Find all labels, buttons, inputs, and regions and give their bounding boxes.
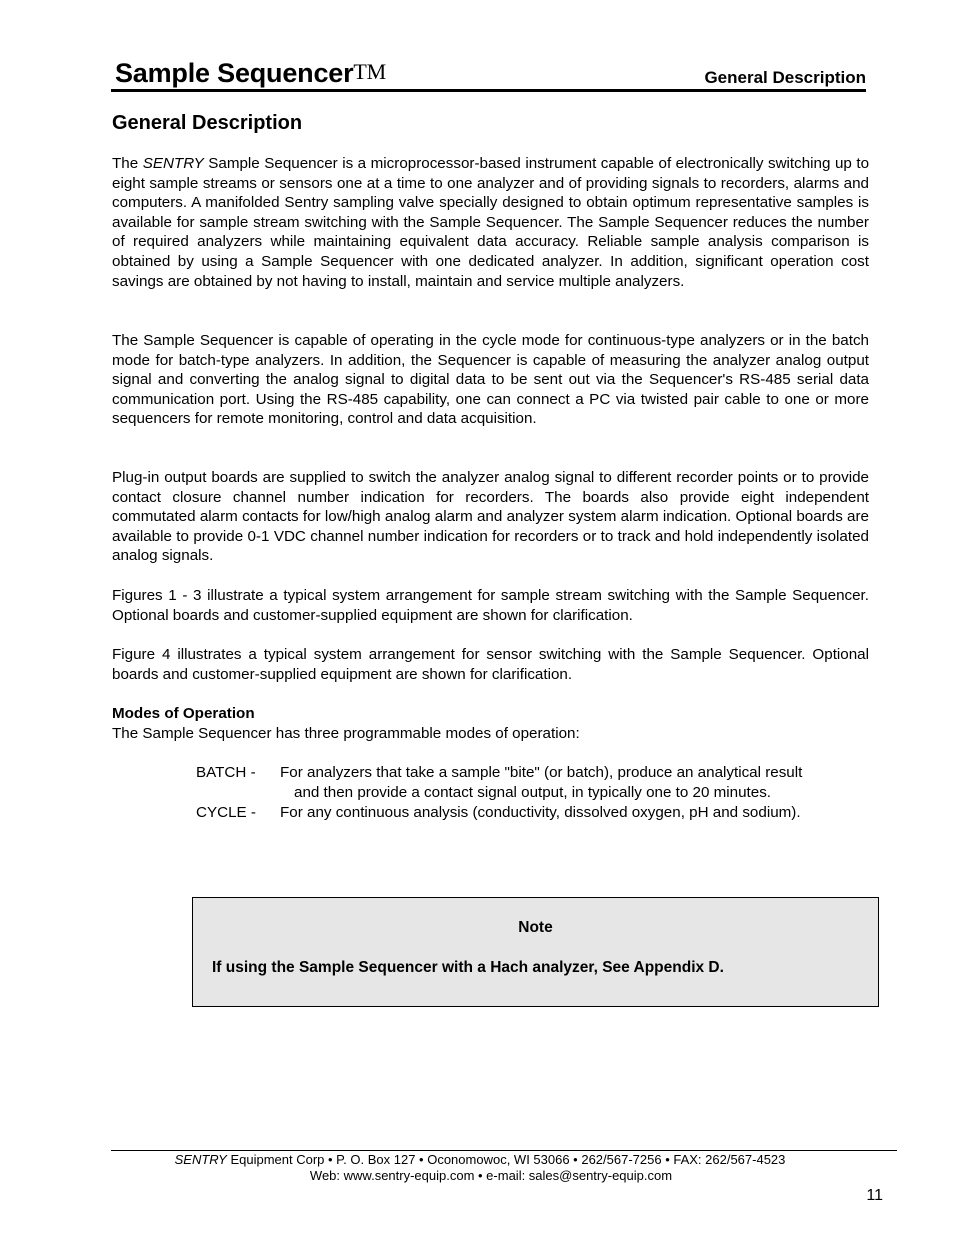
footer-contact: Web: www.sentry-equip.com • e-mail: sales@sentry-equip.com: [309, 1168, 673, 1183]
footer-rule: [111, 1150, 897, 1151]
modes-title: Modes of Operation: [112, 705, 255, 722]
mode-text-continued: and then provide a contact signal output, in typically one to 20 minutes.: [294, 784, 772, 801]
mode-text: For analyzers that take a sample "bite" (or batch), produce an analytical result: [280, 764, 803, 781]
note-box: [192, 897, 879, 1007]
document-title: Sample SequencerTM: [115, 58, 387, 88]
paragraph-2: The Sample Sequencer is capable of operating in the cycle mode for continuous-type analyzers or in the batch mode for batch-type analyzers. In addition, the Sequencer is capable of measuring the analyzer analog output signal and converting the analog signal to digital data to be sent out via the Sequencer's RS-485 serial data communication port. Using the RS-485 capability, one can connect a PC via twisted pair cable to one or more sequencers for remote monitoring, control and data acquisition.: [112, 332, 869, 428]
note-text: If using the Sample Sequencer with a Hach analyzer, See Appendix D.: [212, 959, 724, 976]
mode-key: BATCH -: [196, 764, 256, 781]
paragraph-3: Plug-in output boards are supplied to switch the analyzer analog signal to different recorder points or to provide contact closure channel number indication for recorders. The boards also provide eight independent commutated alarm contacts for low/high analog alarm and analyzer system alarm indication. Optional boards are available to provide 0-1 VDC channel number indication for recorders or to track and hold independently isolated analog signals.: [112, 469, 869, 565]
brand-name: SENTRY: [142, 155, 204, 172]
trademark-symbol: TM: [353, 59, 387, 84]
header-rule: [111, 89, 866, 92]
modes-intro: The Sample Sequencer has three programmable modes of operation:: [112, 724, 580, 742]
note-title: Note: [518, 919, 553, 936]
modes-list: [196, 763, 870, 823]
footer-address: SENTRY Equipment Corp • P. O. Box 127 • Oconomowoc, WI 53066 • 262/567-7256 • FAX: 262/567-4523: [174, 1152, 786, 1167]
paragraph-5: Figure 4 illustrates a typical system arrangement for sensor switching with the Sample Sequencer. Optional boards and customer-supplied equipment are shown for clarification.: [112, 646, 869, 683]
mode-key: CYCLE -: [196, 804, 256, 821]
paragraph-1: The SENTRY Sample Sequencer is a microprocessor-based instrument capable of electronically switching up to eight sample streams or sensors one at a time to one analyzer and of providing signals to recorders, alarms and computers. A manifolded Sentry sampling valve specially designed to obtain optimum representative samples is available for sample stream switching with the Sample Sequencer. The Sample Sequencer reduces the number of required analyzers while maintaining equivalent data accuracy. Reliable sample analysis comparison is obtained by using a Sample Sequencer with one dedicated analyzer. In addition, significant operation cost savings are obtained by not having to install, maintain and service multiple analyzers.: [112, 155, 870, 290]
section-heading: General Description: [112, 112, 303, 134]
paragraph-4: Figures 1 - 3 illustrate a typical system arrangement for sample stream switching with the Sample Sequencer. Optional boards and customer-supplied equipment are shown for clarification.: [112, 587, 869, 624]
section-label: General Description: [704, 68, 866, 87]
mode-batch: [196, 763, 870, 783]
mode-cycle: [196, 803, 870, 823]
mode-text: For any continuous analysis (conductivity, dissolved oxygen, pH and sodium).: [280, 804, 801, 821]
modes-section: [112, 704, 869, 743]
page-number: 11: [866, 1187, 883, 1204]
